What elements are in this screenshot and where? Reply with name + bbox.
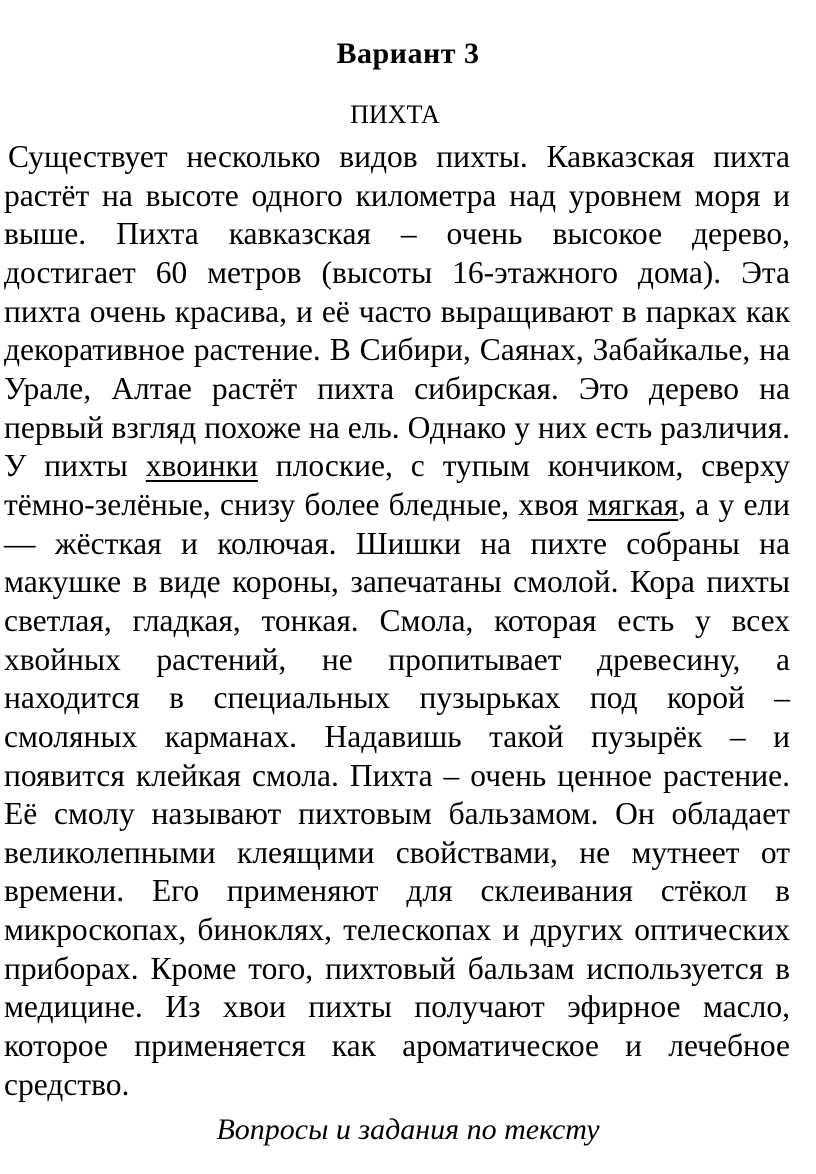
- underlined-word-needles: хвоинки: [145, 448, 258, 484]
- variant-title: Вариант 3: [336, 37, 480, 70]
- underlined-word-soft: мягкая: [587, 486, 679, 522]
- questions-heading: Вопросы и задания по тексту: [216, 1113, 600, 1146]
- text-title: ПИХТА: [350, 100, 440, 129]
- body-text-part-1: Существует несколько видов пихты. Кавказская пихта растёт на высоте одного километра над уровнем моря и выше. Пихта кавказская – очень высокое дерево, достигает 60 метров (высоты 16-этажного дома). Эта пихта очень красива, и её часто выращивают в парках как декоративное растение. В Сибири, Саянах, Забайкалье, на Урале, Алтае растёт пихта сибирская. Это дерево на первый взгляд похоже на ель. Однако у них есть различия. У пихты: [4, 139, 790, 484]
- body-paragraph: [4, 138, 790, 1104]
- body-text-part-2: плоские, с тупым кончиком, сверху тёмно-зелёные, снизу более бледные, хвоя: [4, 448, 790, 522]
- body-text-part-3: , а у ели — жёсткая и колючая. Шишки на пихте собраны на макушке в виде короны, запечатаны смолой. Кора пихты светлая, гладкая, тонкая. Смола, которая есть у всех хвойных растений, не пропитывает древесину, а находится в специальных пузырьках под корой – смоляных карманах. Надавишь такой пузырёк – и появится клейкая смола. Пихта – очень ценное растение. Её смолу называют пихтовым бальзамом. Он обладает великолепными клеящими свойствами, не мутнеет от времени. Его применяют для склеивания стёкол в микроскопах, биноклях, телескопах и других оптических приборах. Кроме того, пихтовый бальзам используется в медицине. Из хвои пихты получают эфирное масло, которое применяется как ароматическое и лечебное средство.: [4, 486, 791, 1102]
